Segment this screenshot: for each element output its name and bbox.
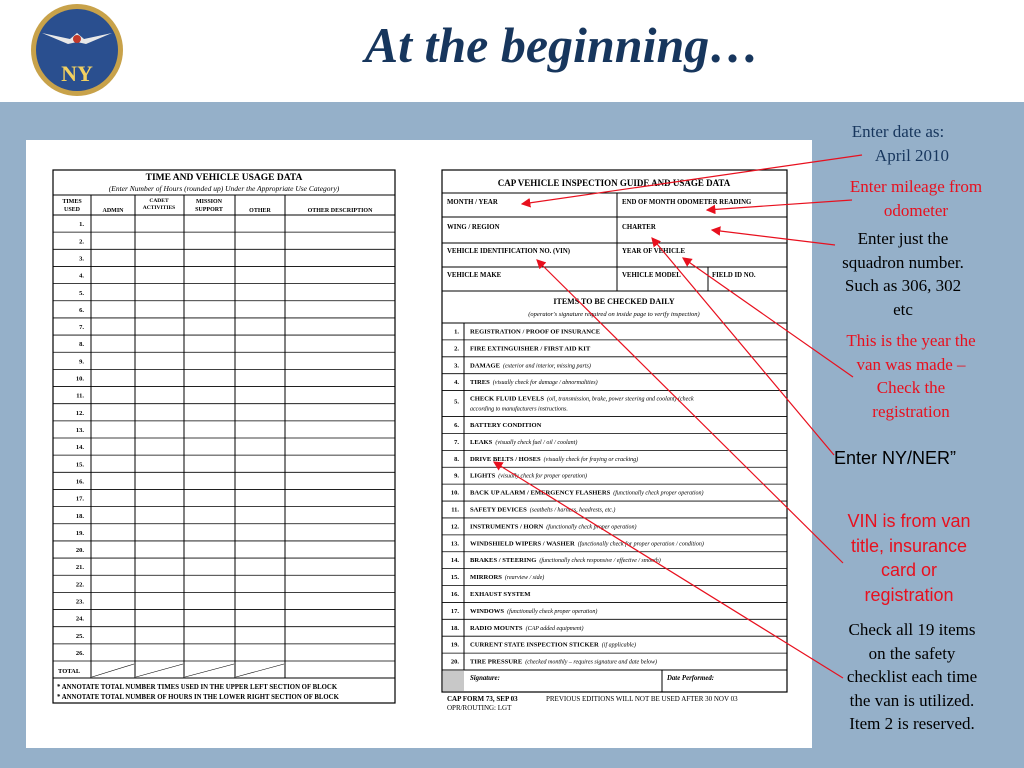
item-number: 17. bbox=[450, 607, 459, 615]
item-number: 16. bbox=[450, 591, 459, 599]
item-number: 11. bbox=[451, 506, 459, 514]
col-times-1: TIMES bbox=[62, 199, 82, 205]
item-number: 5. bbox=[454, 398, 459, 406]
item-number: 4. bbox=[454, 379, 459, 387]
item-text bbox=[470, 362, 591, 369]
item-number: 6. bbox=[454, 422, 459, 430]
footnote-2: * ANNOTATE TOTAL NUMBER OF HOURS IN THE LOWER RIGHT SECTION OF BLOCK bbox=[57, 694, 339, 701]
item-note: (if applicable) bbox=[601, 642, 636, 649]
item-note: (functionally check proper operation) bbox=[507, 608, 598, 615]
item-note: (rearview / side) bbox=[504, 575, 545, 582]
note-mileage-line-2: odometer bbox=[883, 200, 949, 220]
col-mission-1: MISSION bbox=[195, 199, 223, 205]
item-main: RADIO MOUNTS bbox=[470, 624, 523, 632]
item-number: 18. bbox=[450, 624, 459, 632]
left-row-number: 19. bbox=[75, 529, 84, 537]
left-form-subtitle: (Enter Number of Hours (rounded up) Under the Appropriate Use Category) bbox=[108, 184, 340, 193]
left-row-number: 8. bbox=[79, 341, 84, 349]
total-label: TOTAL bbox=[58, 668, 81, 675]
form-drawing bbox=[26, 140, 812, 748]
model-label: VEHICLE MODEL bbox=[622, 272, 681, 279]
opr-routing: OPR/ROUTING: LGT bbox=[447, 704, 512, 712]
note-date-line-1: Enter date as: bbox=[851, 122, 945, 141]
item-main: CURRENT STATE INSPECTION STICKER bbox=[470, 641, 599, 649]
left-row-number: 26. bbox=[75, 649, 84, 657]
signature-label: Signature: bbox=[470, 675, 500, 682]
left-row-number: 17. bbox=[75, 495, 84, 503]
col-cadet-2: ACTIVITIES bbox=[142, 205, 176, 211]
item-text bbox=[470, 439, 577, 446]
note-vin-line-1: VIN is from van bbox=[847, 511, 971, 531]
item-text bbox=[470, 490, 704, 497]
note-year-line-1: This is the year the bbox=[846, 331, 976, 350]
field-id-label: FIELD ID NO. bbox=[712, 272, 756, 279]
col-times-2: USED bbox=[63, 207, 81, 213]
note-vin-line-2: title, insurance bbox=[850, 535, 968, 556]
item-number: 19. bbox=[450, 641, 459, 649]
item-text bbox=[470, 523, 637, 530]
item-note: (functionally check responsive / effective / smooth) bbox=[539, 558, 661, 565]
footnote-1: * ANNOTATE TOTAL NUMBER TIMES USED IN THE UPPER LEFT SECTION OF BLOCK bbox=[57, 684, 338, 691]
slide-header bbox=[0, 0, 1024, 102]
item-number: 20. bbox=[450, 658, 459, 666]
note-checklist bbox=[829, 618, 995, 736]
note-charter: Enter NY/NER” bbox=[834, 448, 957, 468]
date-performed-label: Date Performed: bbox=[667, 675, 714, 682]
left-row-number: 14. bbox=[75, 444, 84, 452]
item-text bbox=[470, 379, 598, 386]
item-main: WINDOWS bbox=[470, 607, 505, 615]
item-number: 15. bbox=[450, 574, 459, 582]
item-text bbox=[470, 540, 704, 547]
form-id: CAP FORM 73, SEP 03 bbox=[447, 695, 518, 703]
left-row-number: 3. bbox=[79, 255, 84, 263]
item-number: 2. bbox=[454, 345, 459, 353]
vin-label: VEHICLE IDENTIFICATION NO. (VIN) bbox=[447, 248, 570, 255]
item-text bbox=[470, 507, 615, 514]
item-number: 12. bbox=[450, 523, 459, 531]
col-other-desc: OTHER DESCRIPTION bbox=[307, 208, 373, 214]
item-text bbox=[470, 574, 544, 581]
left-row-number: 5. bbox=[79, 289, 84, 297]
item-main: TIRE PRESSURE bbox=[470, 658, 523, 666]
note-vin-line-4: registration bbox=[864, 584, 954, 605]
item-main: DRIVE BELTS / HOSES bbox=[470, 455, 541, 463]
item-main: FIRE EXTINGUISHER / FIRST AID KIT bbox=[470, 345, 591, 353]
note-year-line-4: registration bbox=[872, 401, 950, 421]
note-vin-line-3: card or bbox=[880, 560, 938, 580]
note-mileage bbox=[832, 175, 1000, 222]
item-note: (visually check fuel / oil / coolant) bbox=[495, 439, 578, 446]
note-year bbox=[826, 329, 996, 423]
note-date bbox=[828, 120, 968, 167]
note-vin bbox=[830, 509, 988, 607]
left-row-number: 4. bbox=[79, 272, 84, 280]
note-squadron-line-2: squadron number. bbox=[842, 252, 964, 272]
col-admin: ADMIN bbox=[102, 208, 124, 214]
signature-shade bbox=[443, 671, 464, 692]
item-note-line-2: according to manufacturers instructions. bbox=[470, 406, 568, 413]
form-image bbox=[26, 140, 812, 748]
odometer-label: END OF MONTH ODOMETER READING bbox=[622, 199, 752, 206]
left-row-number: 21. bbox=[75, 564, 84, 572]
note-year-line-2: van was made – bbox=[856, 354, 966, 374]
time-usage-form bbox=[53, 170, 395, 703]
item-text bbox=[470, 642, 636, 649]
item-number: 7. bbox=[454, 438, 459, 446]
year-label: YEAR OF VEHICLE bbox=[622, 248, 686, 255]
item-note: (exterior and interior, missing parts) bbox=[503, 363, 591, 370]
left-row-number: 25. bbox=[75, 632, 84, 640]
note-checklist-line-1: Check all 19 items bbox=[848, 620, 976, 639]
left-row-number: 23. bbox=[75, 598, 84, 606]
logo-text: NY bbox=[61, 61, 93, 86]
note-squadron bbox=[820, 227, 986, 321]
item-note: (functionally check proper operation) bbox=[546, 524, 637, 531]
item-text bbox=[470, 328, 601, 335]
item-note: (functionally check proper operation) bbox=[613, 490, 704, 497]
right-form-title: CAP VEHICLE INSPECTION GUIDE AND USAGE DATA bbox=[497, 178, 731, 188]
item-main: MIRRORS bbox=[470, 574, 502, 582]
item-number: 3. bbox=[454, 362, 459, 370]
item-text bbox=[470, 625, 583, 632]
left-row-number: 2. bbox=[79, 238, 84, 246]
item-main: WINDSHIELD WIPERS / WASHER bbox=[470, 540, 575, 548]
item-text bbox=[470, 456, 638, 463]
item-main: INSTRUMENTS / HORN bbox=[470, 523, 544, 531]
item-number: 9. bbox=[454, 472, 459, 480]
item-main: TIRES bbox=[470, 379, 490, 387]
note-checklist-line-3: checklist each time bbox=[846, 667, 978, 686]
item-number: 13. bbox=[450, 540, 459, 548]
left-row-number: 20. bbox=[75, 547, 84, 555]
left-row-number: 11. bbox=[76, 392, 84, 400]
item-note: (functionally check for proper operation / condition) bbox=[577, 541, 704, 548]
item-note: (visually check for damage / abnormalities) bbox=[492, 380, 598, 387]
item-note: (seatbelts / harness, headrests, etc.) bbox=[529, 507, 616, 514]
col-mission-2: SUPPORT bbox=[195, 207, 223, 213]
left-row-number: 6. bbox=[79, 306, 84, 314]
item-main: LIGHTS bbox=[470, 472, 496, 480]
item-text bbox=[470, 473, 587, 480]
left-row-number: 10. bbox=[75, 375, 84, 383]
left-row-number: 7. bbox=[79, 324, 84, 332]
note-checklist-line-4: the van is utilized. bbox=[849, 690, 975, 710]
item-main: SAFETY DEVICES bbox=[470, 506, 527, 514]
note-year-line-3: Check the bbox=[876, 378, 946, 397]
item-main: DAMAGE bbox=[470, 362, 501, 370]
item-text bbox=[470, 659, 657, 666]
item-note: (oil, transmission, brake, power steering and coolant) (check bbox=[547, 396, 694, 403]
col-other: OTHER bbox=[249, 208, 271, 214]
item-note: (visually check for fraying or cracking) bbox=[543, 456, 639, 463]
item-text bbox=[470, 557, 661, 564]
left-row-number: 15. bbox=[75, 461, 84, 469]
item-note: (checked monthly – requires signature and date below) bbox=[525, 659, 658, 666]
note-checklist-line-5: Item 2 is reserved. bbox=[849, 714, 975, 733]
left-row-number: 22. bbox=[75, 581, 84, 589]
item-text bbox=[470, 396, 694, 403]
item-main: LEAKS bbox=[470, 438, 493, 446]
left-row-number: 1. bbox=[79, 221, 84, 229]
left-form-title: TIME AND VEHICLE USAGE DATA bbox=[145, 173, 303, 183]
item-main: BATTERY CONDITION bbox=[470, 422, 542, 430]
left-row-number: 13. bbox=[75, 426, 84, 434]
slide-title: At the beginning… bbox=[364, 17, 760, 73]
item-note: (visually check for proper operation) bbox=[498, 473, 588, 480]
item-note: (CAP added equipment) bbox=[525, 625, 584, 632]
wing-region-label: WING / REGION bbox=[447, 224, 500, 231]
left-row-number: 18. bbox=[75, 512, 84, 520]
item-main: BRAKES / STEERING bbox=[470, 557, 537, 565]
charter-label: CHARTER bbox=[622, 224, 656, 231]
item-text bbox=[470, 591, 531, 598]
daily-subtitle: (operator's signature required on inside page to verify inspection) bbox=[528, 311, 700, 318]
item-text bbox=[470, 422, 542, 429]
item-text bbox=[470, 345, 591, 352]
left-row-number: 16. bbox=[75, 478, 84, 486]
note-squadron-line-4: etc bbox=[893, 299, 913, 319]
prev-editions: PREVIOUS EDITIONS WILL NOT BE USED AFTER 30 NOV 03 bbox=[546, 695, 738, 703]
note-checklist-line-2: on the safety bbox=[868, 643, 956, 663]
left-row-number: 12. bbox=[75, 409, 84, 417]
item-text bbox=[470, 608, 597, 615]
make-label: VEHICLE MAKE bbox=[447, 272, 502, 279]
item-number: 8. bbox=[454, 455, 459, 463]
note-date-line-2: April 2010 bbox=[874, 145, 950, 165]
item-main: REGISTRATION / PROOF OF INSURANCE bbox=[470, 328, 601, 336]
item-number: 14. bbox=[450, 557, 459, 565]
month-year-label: MONTH / YEAR bbox=[447, 199, 498, 206]
item-number: 10. bbox=[450, 489, 459, 497]
item-number: 1. bbox=[454, 328, 459, 336]
left-row-number: 24. bbox=[75, 615, 84, 623]
item-main: BACK UP ALARM / EMERGENCY FLASHERS bbox=[470, 489, 611, 497]
left-row-number: 9. bbox=[79, 358, 84, 366]
note-squadron-line-3: Such as 306, 302 bbox=[844, 276, 962, 295]
note-squadron-line-1: Enter just the bbox=[857, 229, 949, 248]
note-mileage-line-1: Enter mileage from bbox=[849, 177, 983, 196]
item-main: EXHAUST SYSTEM bbox=[470, 591, 531, 599]
col-cadet-1: CADET bbox=[149, 198, 169, 204]
item-main: CHECK FLUID LEVELS bbox=[470, 395, 545, 403]
daily-title: ITEMS TO BE CHECKED DAILY bbox=[553, 297, 675, 306]
